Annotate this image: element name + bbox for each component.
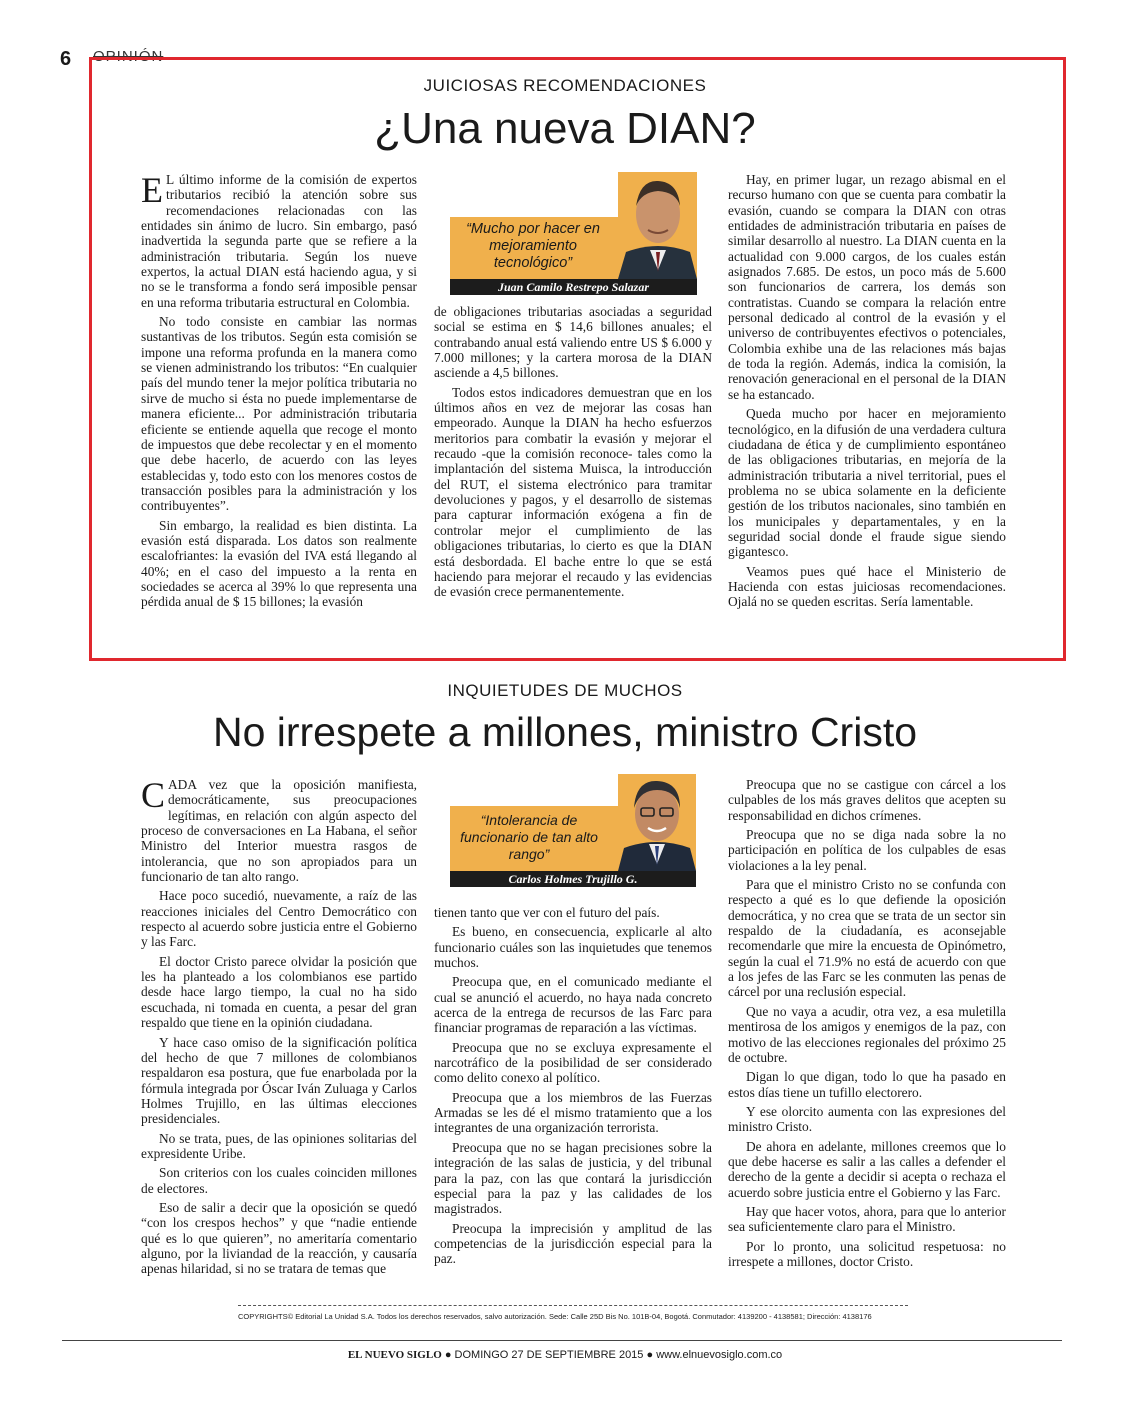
copyright-divider	[238, 1305, 908, 1306]
author-portrait-1	[618, 172, 697, 279]
paragraph: Es bueno, en consecuencia, explicarle al alto funcionario cuáles son las inquietudes que tenemos muchos.	[434, 924, 712, 971]
article1-title: ¿Una nueva DIAN?	[374, 104, 756, 153]
paragraph: Preocupa que a los miembros de las Fuerzas Armadas se les dé el mismo tratamiento que a los integrantes de una organización terrorista.	[434, 1089, 712, 1136]
paragraph: De ahora en adelante, millones creemos que lo que debe hacerse es salir a las calles a defender el derecho de la gente a decidir si acepta o rechaza el acuerdo sobre justicia entre el Gobierno y las Farc.	[728, 1138, 1006, 1200]
paragraph: Eso de salir a decir que la oposición se quedó “con los crespos hechos” y que “nadie entiende qué es lo que quieren”, no ameritaría comentario alguno, por la liviandad de la reacción, y causaría apenas hilaridad, si no se tratara de temas que	[141, 1199, 417, 1277]
bullet-icon: ●	[646, 1349, 654, 1361]
article1-col3	[728, 172, 1006, 614]
paragraph: No todo consiste en cambiar las normas sustantivas de los tributos. Según esta comisión se impone una reforma profunda en la manera como se vienen administrando los tributos: “En cualquier país del mundo tener la mejor política tributaria no sirve de mucho si ésta no puede implementarse de manera eficiente... Por administración tributaria eficiente se entiende aquella que recoge el monto de impuestos que debe recolectar y en el momento que debe hacerlo, de acuerdo con las leyes establecidas y, todo esto con los menores costos de transacción posibles para la administración y los contribuyentes”.	[141, 314, 417, 514]
paragraph: Y ese olorcito aumenta con las expresiones del ministro Cristo.	[728, 1103, 1006, 1135]
paragraph: de obligaciones tributarias asociadas a seguridad social se estima en $ 14,6 billones anuales; el contrabando anual está valiendo entre US $ 6.000 y 7.000 millones; y la cartera morosa de la DIAN asciende a 4,5 billones.	[434, 304, 712, 381]
paragraph: El doctor Cristo parece olvidar la posición que les ha planteado a los colombianos ese partido desde hace largo tiempo, la cual no ha sido escuchada, ni tomada en cuenta, a pesar del gran respaldo que tiene en la opinión ciudadana.	[141, 953, 417, 1031]
paragraph: Preocupa la imprecisión y amplitud de las competencias de la jurisdicción especial para la paz.	[434, 1220, 712, 1267]
bullet-icon: ●	[444, 1349, 452, 1361]
author-portrait-2	[618, 774, 696, 871]
copyright-notice: COPYRIGHTS© Editorial La Unidad S.A. Todos los derechos reservados, salvo autorización. Sede: Calle 25D Bis No. 101B-04, Bogotá. Conmutador: 4139200 - 4138581; Dirección: 4138176	[238, 1312, 872, 1321]
drop-cap: C	[141, 775, 166, 815]
paragraph: Son criterios con los cuales coinciden millones de electores.	[141, 1165, 417, 1196]
paragraph: Preocupa que no se castigue con cárcel a los culpables de los más graves delitos que acepten su responsabilidad en dichos crímenes.	[728, 777, 1006, 823]
paragraph: Hay, en primer lugar, un rezago abismal en el recurso humano con que se cuenta para combatir la evasión, cuando se compara la DIAN con otras entidades de administración tributaria en países de similar desarrollo al nuestro. La DIAN cuenta en la actualidad con 9.000 cargos, de los cuales están asignados 7.685. De estos, un poco más de 5.600 son funcionarios de carrera, los demás son contratistas. Cuando se compara la relación entre personal dedicado al control de la evasión y el universo de contribuyentes efectivos o potenciales, Colombia exhibe una de las relaciones más bajas de toda la región. Además, indica la comisión, la renovación generacional en el personal de la DIAN se ha estancado.	[728, 172, 1006, 402]
paragraph: Digan lo que digan, todo lo que ha pasado en estos días tiene un tufillo electorero.	[728, 1069, 1006, 1100]
article2-kicker: INQUIETUDES DE MUCHOS	[447, 681, 683, 700]
article2-col1	[141, 777, 417, 1281]
website-link[interactable]: www.elnuevosiglo.com.co	[656, 1349, 783, 1361]
paragraph: Todos estos indicadores demuestran que en los últimos años en vez de mejorar las cosas han empeorado. Aunque la DIAN ha hecho esfuerzos meritorios para combatir la evasión y mejorar el recaudo -que la comisión reconoce- tales como la implantación del sistema Muisca, la introducción del RUT, el sistema electrónico para tramitar devoluciones y pagos, y el desarrollo de sistemas para capturar información exógena a fin de controlar mejor el cumplimiento de las obligaciones tributarias, lo cierto es que la DIAN está desbordada. El bache entre lo que se está haciendo para mejorar el recaudo y las evidencias de evasión crece permanentemente.	[434, 384, 712, 600]
footer-rule	[62, 1340, 1062, 1341]
article2-pull-quote: “Intolerancia de funcionario de tan alto rango”	[460, 812, 598, 862]
paragraph: Que no vaya a acudir, otra vez, a esa muletilla mentirosa de los amigos y enemigos de la paz, con motivo de las elecciones regionales del próximo 25 de octubre.	[728, 1003, 1006, 1065]
drop-cap: E	[141, 170, 163, 210]
newspaper-name: EL NUEVO SIGLO	[347, 1349, 442, 1361]
article1-col1	[141, 172, 417, 614]
section-label: OPINIÓN	[93, 48, 164, 65]
article1-pull-box	[450, 172, 697, 295]
paragraph: E L último informe de la comisión de expertos tributarios recibió la atención sobre sus recomendaciones relacionadas con las entidades sin ánimo de lucro. Sin embargo, pasó inadvertida la segunda parte que se refiere a la administración tributaria. Según los nueve expertos, la actual DIAN está haciendo agua, y si no se le transforma a fondo será imposible pensar en una reforma tributaria estructural en Colombia.	[141, 170, 417, 310]
paragraph: Preocupa que, en el comunicado mediante el cual se anunció el acuerdo, no haya nada concreto acerca de la entrega de recursos de las Farc para financiar programas de reparación a las víctimas.	[434, 974, 712, 1036]
paragraph: Preocupa que no se excluya expresamente el narcotráfico de la posibilidad de ser considerado como delito conexo al político.	[434, 1039, 712, 1086]
paragraph: Sin embargo, la realidad es bien distinta. La evasión está disparada. Los datos son realmente escalofriantes: la evasión del IVA está llegando al 40%; en el caso del impuesto a la renta en sociedades se acerca al 39% lo que representa una pérdida anual de $ 15 billones; la evasión	[141, 517, 417, 610]
paragraph: tienen tanto que ver con el futuro del país.	[434, 905, 660, 920]
paragraph: Queda mucho por hacer en mejoramiento tecnológico, en la difusión de una verdadera cultura ciudadana de ética y de cumplimiento espontáneo de las obligaciones tributarias, en mejoría de la administración tributaria a nivel territorial, pues el problema no se ubica solamente en la deficiente gestión de los tributos nacionales, sino también en los municipales y departamentales, y en la seguridad social donde el fraude sigue siendo gigantesco.	[728, 406, 1006, 560]
paragraph: Y hace caso omiso de la significación política del hecho de que 7 millones de colombianos respaldaron esa postura, que fue enarbolada por la fórmula integrada por Óscar Iván Zuluaga y Carlos Holmes Trujillo, en las últimas elecciones presidenciales.	[141, 1034, 417, 1127]
paragraph: Por lo pronto, una solicitud respetuosa: no irrespete a millones, doctor Cristo.	[728, 1238, 1006, 1269]
paragraph: CADA vez que la oposición manifiesta, democráticamente, sus preocupaciones legítimas, en relación con algún aspecto del proceso de conversaciones en La Habana, el señor Ministro del Interior muestra rasgos de intolerancia, que no son apropiados para un funcionario de tan alto rango.	[141, 775, 417, 885]
article2-col2	[434, 905, 712, 1271]
paragraph: Preocupa que no se hagan precisiones sobre la integración de las salas de justicia, y del tribunal para la paz, con las que contará la jurisdicción especial para la paz y las calidades de los magistrados.	[434, 1139, 712, 1217]
article1-col2	[434, 304, 712, 604]
page-number: 6	[60, 48, 72, 70]
paragraph: Hay que hacer votos, ahora, para que lo anterior sea suficientemente claro para el Ministro.	[728, 1203, 1006, 1235]
article2-title: No irrespete a millones, ministro Cristo	[212, 709, 918, 755]
article1-kicker: JUICIOSAS RECOMENDACIONES	[423, 76, 707, 95]
issue-date: DOMINGO 27 DE SEPTIEMBRE 2015	[454, 1349, 644, 1361]
article1-pull-quote: “Mucho por hacer en mejoramiento tecnológico”	[466, 221, 600, 271]
paragraph: Para que el ministro Cristo no se confunda con respecto a qué es lo que defiende la oposición democrática, y no crea que se trata de un sector sin respaldo de la ciudadanía, es aconsejable recomendarle que mire la encuesta de Opinómetro, según la cual el 71.9% no está de acuerdo con que a los jefes de las Farc se les conmuten las penas de cárcel por una reclusión especial.	[728, 877, 1006, 1000]
article2-col3	[728, 777, 1006, 1273]
footer-bar	[0, 1349, 1130, 1361]
paragraph: Preocupa que no se diga nada sobre la no participación en política de los culpables de esas violaciones a la ley penal.	[728, 827, 1006, 873]
paragraph: Hace poco sucedió, nuevamente, a raíz de las reacciones iniciales del Centro Democrático con respecto al acuerdo sobre justicia entre el Gobierno y las Farc.	[141, 888, 417, 950]
article1-author: Juan Camilo Restrepo Salazar	[450, 279, 697, 295]
article2-pull-box	[450, 774, 696, 887]
paragraph: No se trata, pues, de las opiniones solitarias del expresidente Uribe.	[141, 1130, 417, 1161]
article2-author: Carlos Holmes Trujillo G.	[450, 871, 696, 887]
paragraph: Veamos pues qué hace el Ministerio de Hacienda con estas juiciosas recomendaciones. Ojalá no se queden escritas. Sería lamentable.	[728, 563, 1006, 610]
